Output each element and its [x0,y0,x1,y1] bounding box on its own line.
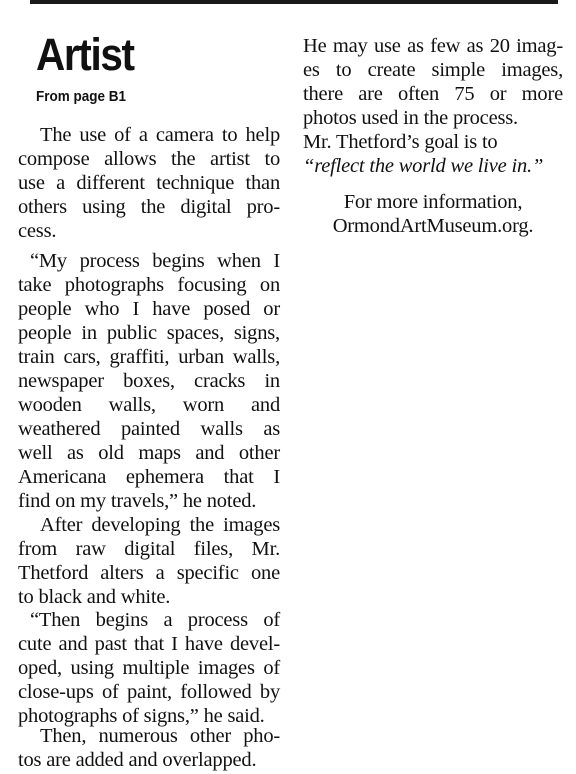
paragraph-line: find on my travels,” he noted. [18,490,257,512]
paragraph-line: Then, numerous other pho- [40,725,280,747]
paragraph-line: He may use as few as 20 imag- [303,35,563,57]
paragraph-line: The use of a camera to help [40,124,280,146]
jump-line: From page B1 [36,88,127,105]
paragraph-line: newspaper boxes, cracks in [18,370,280,392]
website-url: OrmondArtMuseum.org. [332,215,534,237]
paragraph-line: others using the digital pro- [18,196,280,218]
paragraph-3 [18,513,280,609]
paragraph-line: cess. [18,220,57,242]
paragraph-line: use a different technique than [18,172,280,194]
paragraph-line: For more information, [343,191,523,213]
paragraph-line: “My process begins when I [30,250,280,272]
paragraph-2 [18,249,280,513]
paragraph-4 [18,608,280,728]
paragraph-line: there are often 75 or more [303,83,563,105]
paragraph-line: photographs of signs,” he said. [18,705,265,727]
paragraph-line: compose allows the artist to [18,148,280,170]
paragraph-line: wooden walls, worn and [18,394,280,416]
quote-line: “reflect the world we live in.” [303,155,544,177]
paragraph-line: After developing the images [40,514,280,536]
paragraph-line: take photographs focusing on [18,274,280,296]
top-rule [30,0,558,4]
paragraph-line: “Then begins a process of [30,609,280,631]
paragraph-line: oped, using multiple images of [18,657,280,679]
paragraph-line: people who I have posed or [18,298,280,320]
paragraph-line: weathered painted walls as [18,418,280,440]
paragraph-line: Americana ephemera that I [18,466,280,488]
paragraph-line: tos are added and overlapped. [18,749,257,771]
paragraph-line: to black and white. [18,586,171,608]
paragraph-line: close-ups of paint, followed by [18,681,280,703]
headline: Artist [36,29,134,80]
paragraph-line: well as old maps and other [18,442,280,464]
paragraph-5 [18,724,280,772]
paragraph-line: Mr. Thetford’s goal is to [303,131,498,153]
paragraph-line: people in public spaces, signs, [18,322,280,344]
paragraph-line: train cars, graffiti, urban walls, [18,346,280,368]
paragraph-line: cute and past that I have devel- [18,633,280,655]
paragraph-7 [303,190,563,238]
paragraph-line: Thetford alters a specific one [18,562,280,584]
paragraph-line: from raw digital files, Mr. [18,538,280,560]
paragraph-1 [18,123,280,243]
paragraph-6 [303,34,563,178]
paragraph-line: es to create simple images, [303,59,563,81]
paragraph-line: photos used in the process. [303,107,518,129]
